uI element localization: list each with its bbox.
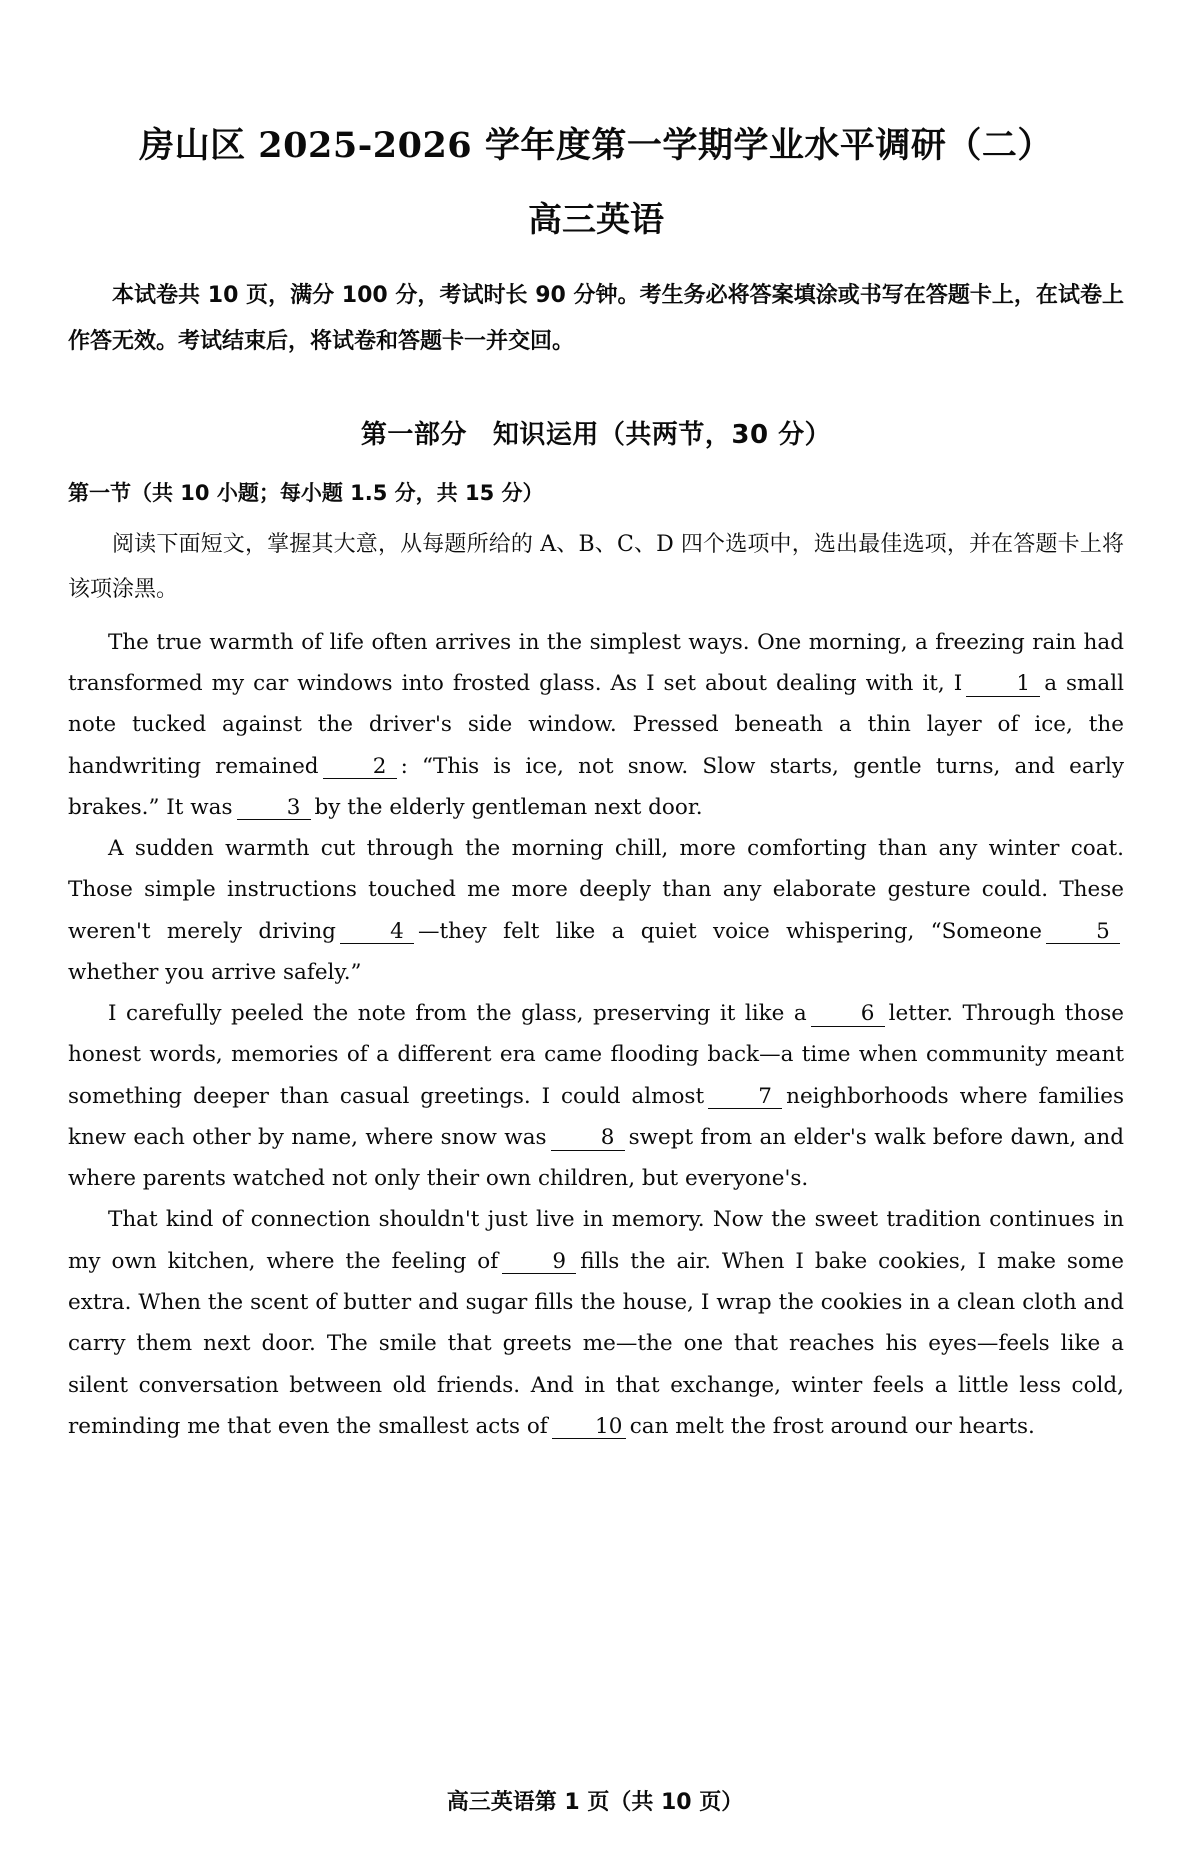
cloze-blank-8[interactable]: 8 (551, 1126, 625, 1151)
cloze-blank-4[interactable]: 4 (340, 920, 414, 945)
passage-text: —they felt like a quiet voice whispering, “Someone (417, 918, 1042, 944)
passage-text: fills the air. When I bake cookies, I make some extra. When the scent of butter and sugar fills the house, I wrap the cookies in a clean cloth and carry them next door. The smile that greets me—the one that reaches his eyes—feels like a silent conversation between old friends. And in that exchange, winter feels a little less cold, reminding me that even the smallest acts of (68, 1248, 1124, 1439)
part-one-heading-left: 第一部分 (360, 420, 467, 451)
page-title: 房山区 2025-2026 学年度第一学期学业水平调研（二） (139, 125, 1053, 166)
exam-instructions: 本试卷共 10 页，满分 100 分，考试时长 90 分钟。考生务必将答案填涂或书写在答题卡上，在试卷上作答无效。考试结束后，将试卷和答题卡一并交回。 (68, 282, 1124, 355)
cloze-passage (68, 622, 1124, 1447)
cloze-blank-9[interactable]: 9 (502, 1250, 576, 1275)
passage-text: whether you arrive safely.” (68, 959, 362, 985)
passage-paragraph-1 (68, 622, 1124, 828)
cloze-blank-5[interactable]: 5 (1046, 920, 1120, 945)
passage-paragraph-2 (68, 828, 1124, 993)
cloze-blank-1[interactable]: 1 (966, 672, 1040, 697)
passage-text: The true warmth of life often arrives in the simplest ways. One morning, a freezing rain had transformed my car windows into frosted glass. As I set about dealing with it, I (68, 629, 1124, 696)
passage-text: : “This is ice, not snow. Slow starts, gentle turns, and early brakes.” It was (68, 753, 1124, 820)
section-one-heading: 第一节（共 10 小题；每小题 1.5 分，共 15 分） (68, 481, 544, 506)
passage-text: A sudden warmth cut through the morning chill, more comforting than any winter coat. Those simple instructions touched me more deeply than any elaborate gesture could. These weren't merely driving (68, 836, 1124, 944)
cloze-blank-6[interactable]: 6 (811, 1002, 885, 1027)
page-content (68, 0, 1124, 1447)
passage-text: swept from an elder's walk before dawn, and where parents watched not only their own children, but everyone's. (68, 1124, 1124, 1192)
page-footer: 高三英语第 1 页（共 10 页） (446, 1790, 744, 1815)
passage-text: neighborhoods where families knew each other by name, where snow was (68, 1083, 1124, 1150)
passage-text: can melt the frost around our hearts. (629, 1413, 1035, 1439)
passage-text: That kind of connection shouldn't just live in memory. Now the sweet tradition continues in my own kitchen, where the feeling of (68, 1207, 1124, 1274)
cloze-blank-10[interactable]: 10 (552, 1415, 626, 1440)
passage-text: I carefully peeled the note from the glass, preserving it like a (108, 1001, 807, 1027)
subject-title: 高三英语 (528, 200, 664, 240)
cloze-blank-3[interactable]: 3 (237, 796, 311, 821)
part-one-heading (68, 414, 1124, 451)
passage-text: letter. Through those honest words, memories of a different era came flooding back—a time when community meant something deeper than casual greetings. I could almost (68, 1001, 1124, 1109)
passage-paragraph-4 (68, 1199, 1124, 1447)
passage-text: a small note tucked against the driver's side window. Pressed beneath a thin layer of ice, the handwriting remained (68, 671, 1125, 779)
cloze-blank-2[interactable]: 2 (323, 755, 397, 780)
cloze-blank-7[interactable]: 7 (708, 1085, 782, 1110)
passage-text: by the elderly gentleman next door. (314, 794, 703, 820)
part-one-heading-right: 知识运用（共两节，30 分） (492, 420, 832, 451)
passage-paragraph-3 (68, 993, 1124, 1199)
section-one-directions: 阅读下面短文，掌握其大意，从每题所给的 A、B、C、D 四个选项中，选出最佳选项，并在答题卡上将该项涂黑。 (68, 531, 1124, 602)
